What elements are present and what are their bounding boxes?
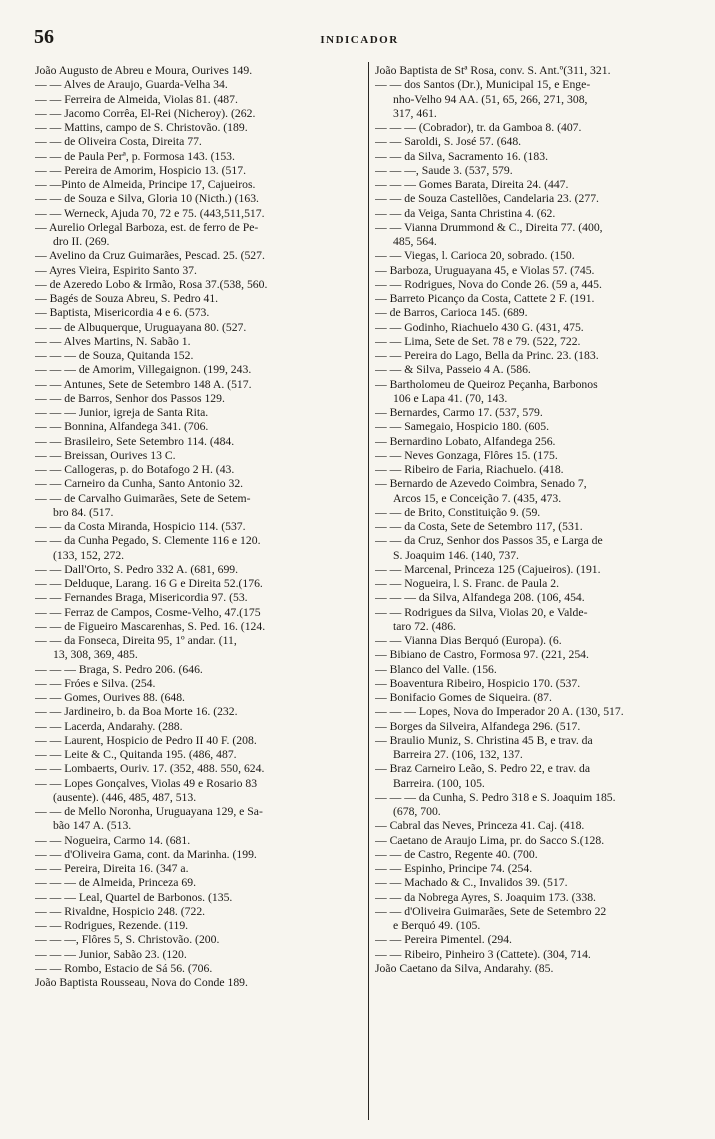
directory-entry: — —Pinto de Almeida, Principe 17, Cajueiros.: [35, 178, 256, 191]
directory-entry: — — Pereira Pimentel. (294.: [375, 933, 512, 947]
directory-entry: — — Lombaerts, Ouriv. 17. (352, 488. 550, 624.: [35, 762, 265, 776]
entry-continuation-line: (133, 152, 272.: [53, 548, 125, 562]
directory-entry: — — da Costa Miranda, Hospicio 114. (537.: [35, 520, 246, 533]
directory-entry: — Ayres Vieira, Espirito Santo 37.: [35, 263, 197, 277]
directory-entry: — Braulio Muniz, S. Christina 45 B, e trav. da: [375, 733, 593, 747]
directory-entry: — — Jacomo Corrêa, El-Rei (Nicheroy). (262.: [35, 106, 256, 120]
directory-entry: — de Barros, Carioca 145. (689.: [375, 306, 528, 320]
directory-entry: — Braz Carneiro Leão, S. Pedro 22, e trav. da: [375, 762, 591, 776]
directory-entry: — — —, Saude 3. (537, 579.: [375, 163, 513, 177]
directory-entry: — — de Souza Castellões, Candelaria 23. (277.: [375, 192, 599, 206]
directory-entry: — — Gomes, Ourives 88. (648.: [35, 691, 185, 704]
directory-entry: — Bartholomeu de Queiroz Peçanha, Barbonos: [375, 377, 598, 391]
directory-entry: — — da Veiga, Santa Christina 4. (62.: [375, 206, 556, 220]
directory-entry: — — Rodrigues da Silva, Violas 20, e Valde-: [375, 605, 588, 619]
directory-entry: — — Callogeras, p. do Botafogo 2 H. (43.: [35, 463, 235, 476]
directory-entry: — — —, Flôres 5, S. Christovão. (200.: [35, 933, 220, 947]
directory-entry: — — — Braga, S. Pedro 206. (646.: [35, 662, 203, 676]
directory-entry: João Baptista Rousseau, Nova do Conde 189.: [35, 976, 248, 989]
directory-entry: — — de Castro, Regente 40. (700.: [375, 847, 538, 861]
directory-entry: — — Godinho, Riachuelo 430 G. (431, 475.: [375, 320, 584, 334]
directory-entry: — de Azeredo Lobo & Irmão, Rosa 37.(538, 560.: [35, 277, 268, 291]
directory-entry: — — Pereira de Amorim, Hospicio 13. (517.: [35, 163, 246, 177]
directory-entry: — — de Albuquerque, Uruguayana 80. (527.: [35, 320, 247, 334]
directory-entry: — — de Carvalho Guimarães, Sete de Setem-: [35, 491, 251, 505]
directory-entry: — — de Brito, Constituição 9. (59.: [375, 505, 541, 519]
directory-entry: — — de Mello Noronha, Uruguayana 129, e Sa-: [35, 805, 263, 818]
directory-entry: — — — Junior, Sabão 23. (120.: [35, 947, 187, 961]
directory-entry: — Bagés de Souza Abreu, S. Pedro 41.: [35, 292, 219, 305]
directory-entry: — — Alves Martins, N. Sabão 1.: [35, 334, 191, 348]
directory-entry: — — Saroldi, S. José 57. (648.: [375, 135, 522, 149]
directory-entry: — — Machado & C., Invalidos 39. (517.: [375, 876, 568, 890]
directory-entry: — — da Fonseca, Direita 95, 1º andar. (11,: [35, 634, 237, 647]
directory-entry: — Caetano de Araujo Lima, pr. do Sacco S.(128.: [375, 833, 605, 847]
entry-continuation-line: Barreira 27. (106, 132, 137.: [393, 748, 523, 761]
directory-entry: — Bernardes, Carmo 17. (537, 579.: [375, 406, 543, 419]
directory-entry: — — Antunes, Sete de Setembro 148 A. (517.: [35, 377, 252, 391]
entry-continuation-line: 13, 308, 369, 485.: [53, 648, 138, 662]
directory-entry: — — Fróes e Silva. (254.: [35, 676, 156, 690]
directory-entry: — — Espinho, Principe 74. (254.: [375, 862, 533, 875]
directory-entry: — — & Silva, Passeio 4 A. (586.: [375, 363, 531, 377]
directory-entry: — — Brasileiro, Sete Setembro 114. (484.: [35, 434, 235, 448]
directory-entry: — — de Souza e Silva, Gloria 10 (Nicth.) (163.: [35, 192, 259, 206]
directory-entry: — — dos Santos (Dr.), Municipal 15, e Enge-: [375, 78, 591, 92]
entry-continuation-line: dro II. (269.: [53, 235, 110, 248]
directory-entry: — — Vianna Dias Berquó (Europa). (6.: [375, 634, 562, 647]
directory-entry: — — Breissan, Ourives 13 C.: [35, 448, 176, 462]
entry-continuation-line: Arcos 15, e Conceição 7. (435, 473.: [393, 491, 562, 505]
directory-entry: — — Rombo, Estacio de Sá 56. (706.: [35, 961, 213, 975]
directory-entry: — Bernardino Lobato, Alfandega 256.: [375, 434, 556, 448]
directory-entry: — — — da Cunha, S. Pedro 318 e S. Joaquim 185.: [375, 790, 616, 804]
directory-entry: — Boaventura Ribeiro, Hospicio 170. (537.: [375, 676, 581, 690]
directory-entry: — Avelino da Cruz Guimarães, Pescad. 25. (527.: [35, 249, 265, 263]
entry-continuation-line: 106 e Lapa 41. (70, 143.: [393, 391, 508, 405]
directory-entry: — — Jardineiro, b. da Boa Morte 16. (232.: [35, 705, 238, 719]
directory-entry: — — Rodrigues, Rezende. (119.: [35, 919, 189, 932]
page-header: [34, 26, 685, 52]
column-divider: [368, 62, 369, 1120]
directory-entry: — — Lopes Gonçalves, Violas 49 e Rosario 83: [35, 776, 258, 790]
directory-entry: — Barreto Picanço da Costa, Cattete 2 F. (191.: [375, 292, 595, 305]
directory-entry: — — Nogueira, l. S. Franc. de Paula 2.: [375, 577, 560, 590]
directory-entry: — — Marcenal, Princeza 125 (Cajueiros). (191.: [375, 562, 601, 576]
entry-continuation-line: Barreira. (100, 105.: [393, 776, 485, 790]
directory-entry: — Bibiano de Castro, Formosa 97. (221, 254.: [375, 648, 589, 662]
entry-continuation-line: nho-Velho 94 AA. (51, 65, 266, 271, 308,: [393, 92, 588, 106]
directory-entry: — — Rivaldne, Hospicio 248. (722.: [35, 904, 206, 918]
directory-entry: — — da Cruz, Senhor dos Passos 35, e Larga de: [375, 534, 603, 548]
directory-entry: — — d'Oliveira Gama, cont. da Marinha. (199.: [35, 847, 257, 861]
directory-entry: — — Laurent, Hospicio de Pedro II 40 F. (208.: [35, 733, 257, 747]
entry-continuation-line: (ausente). (446, 485, 487, 513.: [53, 790, 197, 804]
directory-entry: — — Pereira, Direita 16. (347 a.: [35, 862, 189, 875]
entry-continuation-line: S. Joaquim 146. (140, 737.: [393, 548, 519, 562]
directory-entry: — — Nogueira, Carmo 14. (681.: [35, 833, 191, 847]
directory-entry: — — Dall'Orto, S. Pedro 332 A. (681, 699.: [35, 562, 239, 576]
directory-entry: — — Bonnina, Alfandega 341. (706.: [35, 420, 209, 434]
entry-continuation-line: e Berquó 49. (105.: [393, 919, 481, 932]
directory-entry: — — d'Oliveira Guimarães, Sete de Setembro 22: [375, 904, 607, 918]
directory-entry: — — — de Souza, Quitanda 152.: [35, 349, 194, 362]
directory-entry: — — Lima, Sete de Set. 78 e 79. (522, 722.: [375, 334, 581, 348]
page-title: INDICADOR: [320, 34, 399, 46]
right-column: [375, 64, 705, 976]
directory-entry: João Baptista de Stª Rosa, conv. S. Ant.º(311, 321.: [375, 64, 611, 77]
directory-entry: — — da Cunha Pegado, S. Clemente 116 e 120.: [35, 534, 261, 548]
directory-entry: — — Ribeiro, Pinheiro 3 (Cattete). (304, 714.: [375, 947, 591, 961]
directory-entry: — — Ribeiro de Faria, Riachuelo. (418.: [375, 463, 564, 476]
directory-entry: — — Leite & C., Quitanda 195. (486, 487.: [35, 748, 237, 761]
directory-entry: — — — Gomes Barata, Direita 24. (447.: [375, 178, 569, 191]
directory-entry: — — Delduque, Larang. 16 G e Direita 52.(176.: [35, 577, 263, 590]
directory-entry: — — Mattins, campo de S. Christovão. (189.: [35, 121, 248, 134]
directory-entry: — Bernardo de Azevedo Coimbra, Senado 7,: [375, 477, 587, 491]
directory-entry: — — Ferraz de Campos, Cosme-Velho, 47.(175: [35, 605, 261, 619]
directory-entry: — — Neves Gonzaga, Flôres 15. (175.: [375, 448, 558, 462]
entry-continuation-line: bro 84. (517.: [53, 505, 114, 519]
directory-entry: — — Lacerda, Andarahy. (288.: [35, 719, 183, 733]
directory-entry: — — Vianna Drummond & C., Direita 77. (400,: [375, 220, 603, 234]
directory-entry: — — — da Silva, Alfandega 208. (106, 454.: [375, 591, 585, 605]
directory-entry: — — de Oliveira Costa, Direita 77.: [35, 135, 202, 149]
directory-entry: — — — Leal, Quartel de Barbonos. (135.: [35, 890, 233, 904]
directory-entry: — — de Figueiro Mascarenhas, S. Ped. 16. (124.: [35, 619, 266, 633]
entry-continuation-line: (678, 700.: [393, 805, 441, 818]
directory-entry: — — Rodrigues, Nova do Conde 26. (59 a, 445.: [375, 277, 602, 291]
directory-entry: — — da Nobrega Ayres, S. Joaquim 173. (338.: [375, 890, 596, 904]
directory-entry: — — — (Cobrador), tr. da Gamboa 8. (407.: [375, 121, 582, 134]
directory-entry: João Caetano da Silva, Andarahy. (85.: [375, 961, 554, 975]
directory-entry: João Augusto de Abreu e Moura, Ourives 149.: [35, 64, 253, 77]
directory-entry: — Borges da Silveira, Alfandega 296. (517.: [375, 719, 581, 733]
directory-entry: — — Samegaio, Hospicio 180. (605.: [375, 420, 549, 434]
directory-entry: — — de Barros, Senhor dos Passos 129.: [35, 391, 225, 405]
directory-entry: — Bonifacio Gomes de Siqueira. (87.: [375, 691, 552, 704]
entry-continuation-line: taro 72. (486.: [393, 619, 456, 633]
directory-entry: — — de Paula Perª, p. Formosa 143. (153.: [35, 149, 235, 163]
directory-entry: — — — de Amorim, Villegaignon. (199, 243.: [35, 363, 252, 377]
directory-entry: — — Ferreira de Almeida, Violas 81. (487.: [35, 92, 238, 106]
directory-entry: — — Fernandes Braga, Misericordia 97. (53.: [35, 591, 248, 605]
directory-entry: — — Pereira do Lago, Bella da Princ. 23. (183.: [375, 349, 599, 362]
directory-entry: — Barboza, Uruguayana 45, e Violas 57. (745.: [375, 263, 595, 277]
directory-entry: — — — de Almeida, Princeza 69.: [35, 876, 196, 890]
directory-entry: — Baptista, Misericordia 4 e 6. (573.: [35, 306, 210, 320]
left-column: [35, 64, 366, 990]
page-number: 56: [34, 26, 54, 48]
directory-entry: — — da Costa, Sete de Setembro 117, (531.: [375, 520, 583, 533]
directory-entry: — — da Silva, Sacramento 16. (183.: [375, 149, 549, 163]
directory-entry: — — — Lopes, Nova do Imperador 20 A. (130, 517.: [375, 705, 624, 719]
directory-entry: — Aurelio Orlegal Barboza, est. de ferro de Pe-: [35, 220, 259, 234]
directory-entry: — — — Junior, igreja de Santa Rita.: [35, 406, 209, 419]
directory-entry: — — Werneck, Ajuda 70, 72 e 75. (443,511,517.: [35, 206, 265, 220]
entry-continuation-line: 485, 564.: [393, 235, 437, 248]
entry-continuation-line: 317, 461.: [393, 106, 437, 120]
directory-entry: — — Viegas, l. Carioca 20, sobrado. (150.: [375, 249, 575, 263]
directory-entry: — — Carneiro da Cunha, Santo Antonio 32.: [35, 477, 244, 491]
directory-entry: — Blanco del Valle. (156.: [375, 662, 497, 676]
directory-entry: — Cabral das Neves, Princeza 41. Caj. (418.: [375, 819, 585, 833]
directory-entry: — — Alves de Araujo, Guarda-Velha 34.: [35, 78, 228, 92]
entry-continuation-line: bão 147 A. (513.: [53, 819, 132, 833]
